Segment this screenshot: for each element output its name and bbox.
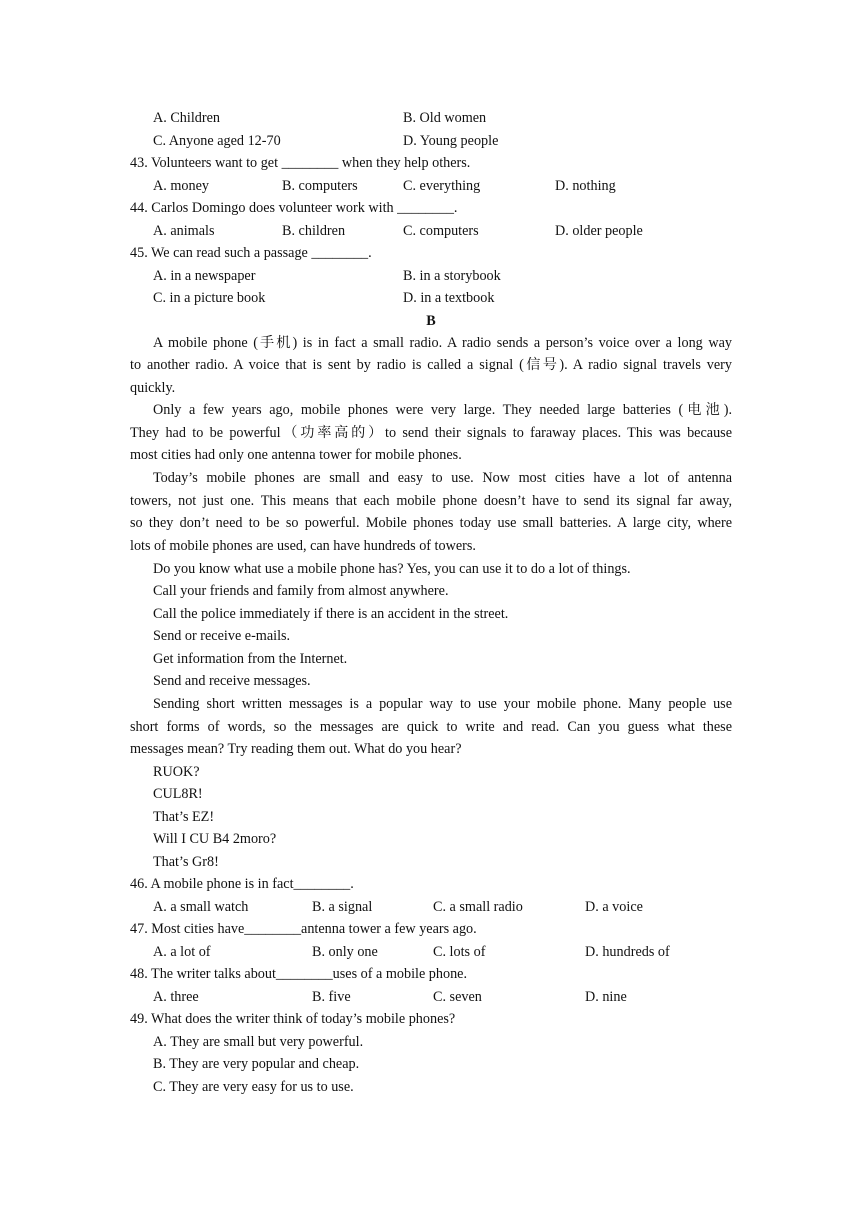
passage-line: so they don’t need to be so powerful. Mobile phones today use small batteries. A large city, where — [130, 515, 732, 531]
q43-option-b: B. computers — [282, 178, 358, 194]
passage-line: Sending short written messages is a popular way to use your mobile phone. Many people use — [153, 696, 732, 712]
q42-option-c: C. Anyone aged 12-70 — [153, 133, 281, 149]
q42-option-a: A. Children — [153, 110, 220, 126]
q49-option-c: C. They are very easy for us to use. — [153, 1079, 354, 1095]
q42-option-d: D. Young people — [403, 133, 499, 149]
passage-line: messages mean? Try reading them out. What do you hear? — [130, 741, 462, 757]
use-item: Send or receive e-mails. — [153, 628, 291, 644]
use-item: Call the police immediately if there is an accident in the street. — [153, 606, 509, 622]
q42-option-b: B. Old women — [403, 110, 487, 126]
q46-stem: 46. A mobile phone is in fact________. — [130, 876, 354, 892]
message-example: RUOK? — [153, 764, 200, 780]
q48-option-a: A. three — [153, 989, 199, 1005]
q46-option-a: A. a small watch — [153, 899, 249, 915]
passage-line: towers, not just one. This means that each mobile phone doesn’t have to send its signal far away, — [130, 493, 732, 509]
q46-option-c: C. a small radio — [433, 899, 523, 915]
uses-intro: Do you know what use a mobile phone has? Yes, you can use it to do a lot of things. — [153, 561, 631, 577]
use-item: Call your friends and family from almost anywhere. — [153, 583, 449, 599]
message-example: CUL8R! — [153, 786, 203, 802]
use-item: Get information from the Internet. — [153, 651, 348, 667]
q45-option-a: A. in a newspaper — [153, 268, 256, 284]
q47-option-d: D. hundreds of — [585, 944, 670, 960]
q48-option-b: B. five — [312, 989, 351, 1005]
message-example: That’s EZ! — [153, 809, 215, 825]
passage-line: to another radio. A voice that is sent by radio is called a signal (信号). A radio signal travels very — [130, 357, 732, 373]
q47-option-b: B. only one — [312, 944, 378, 960]
passage-line: A mobile phone (手机) is in fact a small radio. A radio sends a person’s voice over a long way — [153, 335, 732, 351]
q48-stem: 48. The writer talks about________uses of a mobile phone. — [130, 966, 468, 982]
q49-stem: 49. What does the writer think of today’s mobile phones? — [130, 1011, 456, 1027]
passage-line: Only a few years ago, mobile phones were very large. They needed large batteries (电池). — [153, 402, 732, 418]
q45-option-d: D. in a textbook — [403, 290, 495, 306]
passage-line: They had to be powerful（功率高的）to send their signals to faraway places. This was because — [130, 425, 732, 441]
passage-line: most cities had only one antenna tower for mobile phones. — [130, 447, 462, 463]
q43-stem: 43. Volunteers want to get ________ when they help others. — [130, 155, 471, 171]
q43-option-a: A. money — [153, 178, 209, 194]
q44-option-a: A. animals — [153, 223, 215, 239]
q44-option-c: C. computers — [403, 223, 479, 239]
use-item: Send and receive messages. — [153, 673, 311, 689]
q44-option-b: B. children — [282, 223, 346, 239]
passage-line: short forms of words, so the messages are quick to write and read. Can you guess what these — [130, 719, 732, 735]
q47-option-a: A. a lot of — [153, 944, 211, 960]
q44-stem: 44. Carlos Domingo does volunteer work with ________. — [130, 200, 458, 216]
q43-option-c: C. everything — [403, 178, 481, 194]
q49-option-a: A. They are small but very powerful. — [153, 1034, 364, 1050]
q47-option-c: C. lots of — [433, 944, 486, 960]
q45-option-b: B. in a storybook — [403, 268, 501, 284]
q45-option-c: C. in a picture book — [153, 290, 266, 306]
passage-line: quickly. — [130, 380, 176, 396]
passage-line: lots of mobile phones are used, can have hundreds of towers. — [130, 538, 476, 554]
q48-option-c: C. seven — [433, 989, 482, 1005]
q48-option-d: D. nine — [585, 989, 627, 1005]
q45-stem: 45. We can read such a passage ________. — [130, 245, 372, 261]
passage-line: Today’s mobile phones are small and easy to use. Now most cities have a lot of antenna — [153, 470, 732, 486]
section-b-heading: B — [426, 313, 436, 329]
message-example: Will I CU B4 2moro? — [153, 831, 277, 847]
q46-option-b: B. a signal — [312, 899, 373, 915]
q44-option-d: D. older people — [555, 223, 643, 239]
q46-option-d: D. a voice — [585, 899, 643, 915]
q43-option-d: D. nothing — [555, 178, 616, 194]
q49-option-b: B. They are very popular and cheap. — [153, 1056, 360, 1072]
q47-stem: 47. Most cities have________antenna tower a few years ago. — [130, 921, 477, 937]
message-example: That’s Gr8! — [153, 854, 219, 870]
